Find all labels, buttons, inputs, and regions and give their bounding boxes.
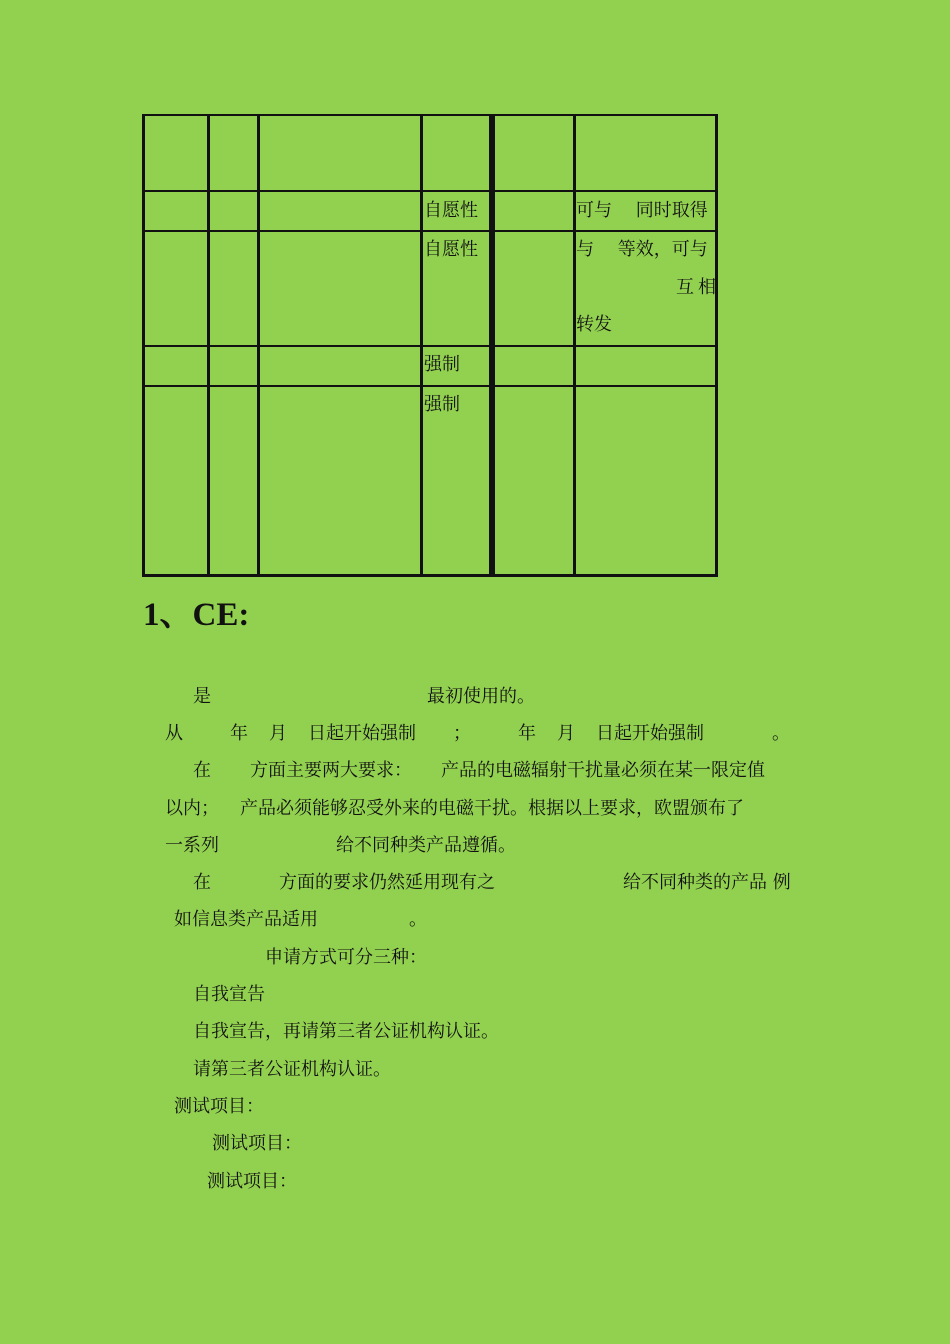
test-items-label: 测试项目： <box>212 1133 302 1154</box>
body-text: 产品的电磁辐射干扰量必须在某一限定值 <box>441 760 765 781</box>
body-text: 如信息类产品适用 <box>174 909 318 930</box>
body-text: 申请方式可分三种： <box>265 947 427 968</box>
table-row-line-4 <box>142 385 718 387</box>
body-text: 最初使用的。 <box>427 686 535 707</box>
table-cell-note-row1: 可与 同时取得 <box>576 200 708 221</box>
body-text: 。 <box>772 723 790 744</box>
table-border-bottom <box>142 574 718 577</box>
body-text: 以内； <box>165 798 219 819</box>
list-item: 请第三者公证机构认证。 <box>193 1059 391 1080</box>
table-cell-type-row2: 自愿性 <box>424 239 478 260</box>
body-text: 给不同种类的产品 例 <box>623 872 791 893</box>
table-cell-type-row3: 强制 <box>424 354 460 375</box>
body-text: 年 <box>518 723 536 744</box>
list-item: 自我宣告 <box>193 984 265 1005</box>
certification-table <box>0 0 950 600</box>
body-text: 在 <box>193 760 211 781</box>
table-cell-note-row2-line3: 转发 <box>576 314 612 335</box>
table-cell-type-row1: 自愿性 <box>424 200 478 221</box>
body-text: 日起开始强制 <box>308 723 416 744</box>
body-text: 给不同种类产品遵循。 <box>336 835 516 856</box>
body-text: 月 <box>557 723 575 744</box>
list-item: 自我宣告，再请第三者公证机构认证。 <box>193 1021 499 1042</box>
body-text: 产品必须能够忍受外来的电磁干扰。根据以上要求，欧盟颁布了 <box>240 798 744 819</box>
table-border-top <box>142 114 718 116</box>
body-text: 。 <box>409 909 427 930</box>
table-cell-type-row4: 强制 <box>424 394 460 415</box>
body-text: 方面主要两大要求： <box>250 760 412 781</box>
body-text: 从 <box>165 723 183 744</box>
table-cell-note-row2-line2: 互相 <box>676 277 720 298</box>
body-text: ； <box>453 723 471 744</box>
body-text: 是 <box>193 686 211 707</box>
table-cell-note-row2-line1: 与 等效，可与 <box>576 239 708 260</box>
body-text: 年 <box>230 723 248 744</box>
section-heading: 1、CE: <box>143 597 250 633</box>
test-items-label: 测试项目： <box>207 1171 297 1192</box>
table-row-line-3 <box>142 345 718 347</box>
body-text: 在 <box>193 872 211 893</box>
body-text: 方面的要求仍然延用现有之 <box>279 872 495 893</box>
body-text: 日起开始强制 <box>596 723 704 744</box>
test-items-label: 测试项目： <box>174 1096 264 1117</box>
table-row-line-2 <box>142 230 718 232</box>
body-text: 一系列 <box>165 835 219 856</box>
table-row-line-1 <box>142 190 718 192</box>
body-text: 月 <box>269 723 287 744</box>
